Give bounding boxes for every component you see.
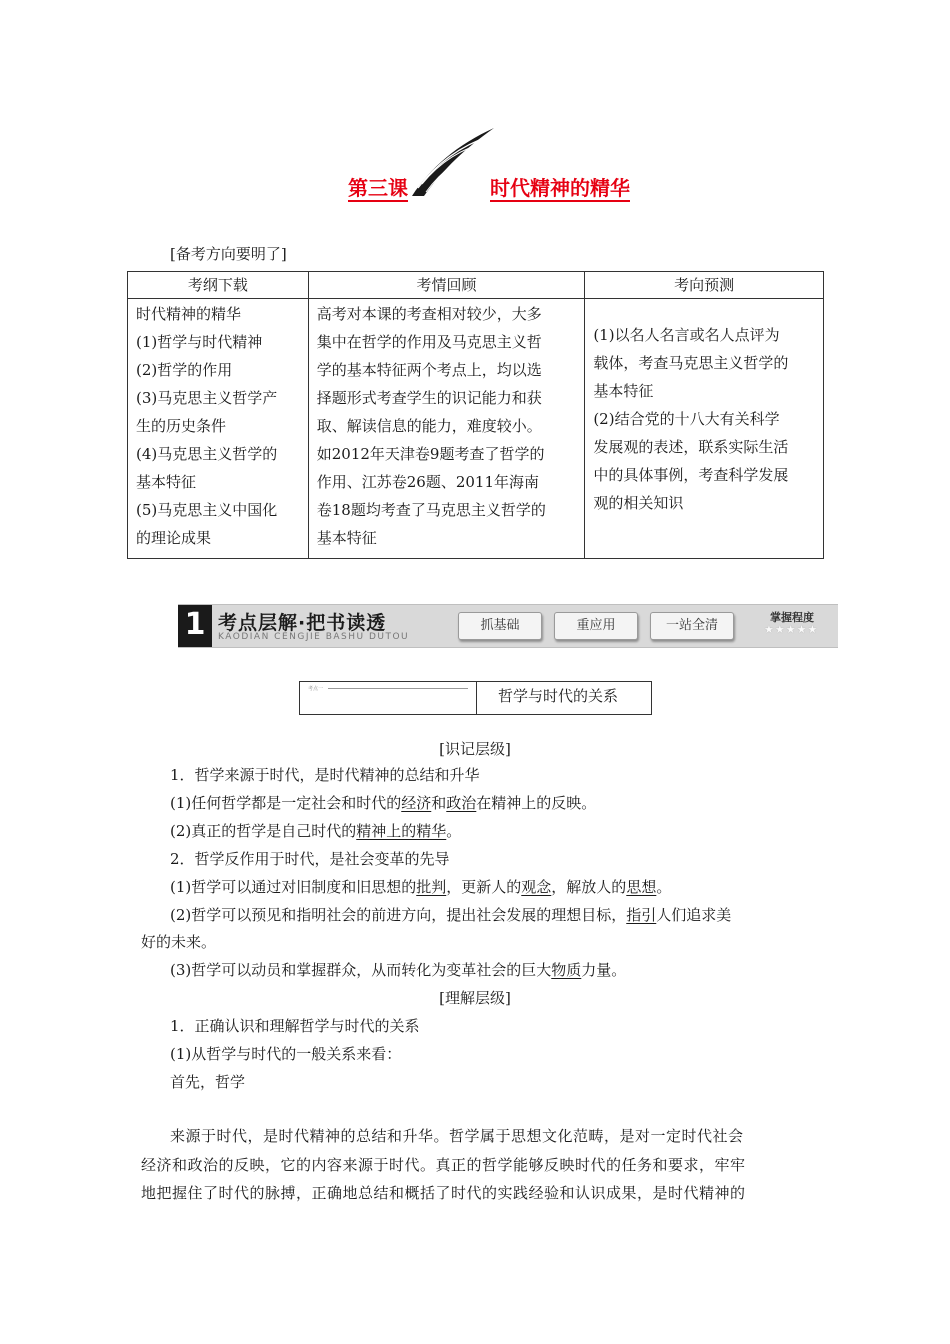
list-item: 生的历史条件 [136, 417, 227, 435]
list-item: (1)哲学与时代精神 [136, 333, 263, 351]
list-item: (4)马克思主义哲学的 [136, 445, 278, 463]
swoosh-decoration-icon [410, 126, 496, 198]
text-line: 取、解读信息的能力，难度较小。 [316, 417, 542, 435]
paragraph-line: 地把握住了时代的脉搏，正确地总结和概括了时代的实践经验和认识成果，是时代精神的 [141, 1184, 746, 1202]
table-header-row [128, 272, 824, 299]
section-banner-title: 考点层解·把书读透 [218, 612, 387, 634]
key-term: 思想 [626, 878, 657, 896]
point-heading: 1．哲学来源于时代，是时代精神的总结和升华 [170, 766, 480, 784]
key-term: 精神上的精华 [356, 822, 447, 840]
text-line: 卷18题均考查了马克思主义哲学的 [316, 501, 546, 519]
text-line: 作用、江苏卷26题、2011年海南 [316, 473, 539, 491]
table-header-syllabus: 考纲下载 [128, 272, 309, 299]
text-line: 学的基本特征两个考点上，均以选 [316, 361, 542, 379]
memory-level-heading: [识记层级] [439, 740, 511, 758]
text-line: (1)以名人名言或名人点评为 [593, 326, 780, 344]
divider [328, 688, 468, 689]
lesson-name: 时代精神的精华 [490, 176, 630, 200]
section-banner-subtitle: KAODIAN CENGJIE BASHU DUTOU [218, 632, 410, 642]
key-term: 批判 [416, 878, 447, 896]
understanding-level-heading: [理解层级] [439, 989, 511, 1007]
paragraph-line: 好的未来。 [141, 933, 217, 951]
paragraph-line: (1)从哲学与时代的一般关系来看： [170, 1045, 402, 1063]
key-term: 观念 [521, 878, 552, 896]
review-cell [308, 299, 585, 559]
one-stop-clear-button[interactable]: 一站全清 [650, 612, 734, 640]
text-line: 集中在哲学的作用及马克思主义哲 [316, 333, 542, 351]
forecast-cell [585, 299, 824, 559]
paragraph-line: (1)任何哲学都是一定社会和时代的经济和政治在精神上的反映。 [170, 794, 597, 812]
key-term: 指引 [626, 906, 657, 924]
point-heading: 1．正确认识和理解哲学与时代的关系 [170, 1017, 420, 1035]
lesson-title-area [0, 118, 950, 208]
text-line: 观的相关知识 [593, 494, 684, 512]
list-item: 的理论成果 [136, 529, 212, 547]
paragraph-line: (1)哲学可以通过对旧制度和旧思想的批判，更新人的观念，解放人的思想。 [170, 878, 672, 896]
grasp-basics-button[interactable]: 抓基础 [458, 612, 542, 640]
key-term: 物质 [551, 961, 582, 979]
list-item: (2)哲学的作用 [136, 361, 233, 379]
prep-heading: [备考方向要明了] [170, 245, 287, 263]
section-banner [178, 604, 838, 648]
emphasize-application-button[interactable]: 重应用 [554, 612, 638, 640]
text-line: 择题形式考查学生的识记能力和获 [316, 389, 542, 407]
list-item: 基本特征 [136, 473, 197, 491]
exam-overview-table [127, 271, 824, 559]
paragraph-line: (2)真正的哲学是自己时代的精神上的精华。 [170, 822, 462, 840]
text-line: 发展观的表述，联系实际生活 [593, 438, 789, 456]
table-header-forecast: 考向预测 [585, 272, 824, 299]
paragraph-line: 首先，哲学 [170, 1073, 246, 1091]
topic-tag: 考点一 [308, 686, 324, 692]
text-line: 基本特征 [593, 382, 654, 400]
text-line: 如2012年天津卷9题考查了哲学的 [316, 445, 545, 463]
paragraph-line: (3)哲学可以动员和掌握群众，从而转化为变革社会的巨大物质力量。 [170, 961, 627, 979]
mastery-level [764, 609, 830, 643]
topic-box [299, 681, 652, 715]
mastery-label: 掌握程度 [770, 611, 814, 624]
list-item: (3)马克思主义哲学产 [136, 389, 278, 407]
text-line: 中的具体事例，考查科学发展 [593, 466, 789, 484]
paragraph-line: 经济和政治的反映，它的内容来源于时代。真正的哲学能够反映时代的任务和要求，牢牢 [141, 1156, 746, 1174]
topic-title: 哲学与时代的关系 [498, 687, 619, 705]
key-term: 政治 [446, 794, 477, 812]
section-number-badge: 1 [178, 605, 212, 647]
paragraph-line: (2)哲学可以预见和指明社会的前进方向，提出社会发展的理想目标，指引人们追求美 [170, 906, 732, 924]
text-line: 载体，考查马克思主义哲学的 [593, 354, 789, 372]
topic-tag-area [300, 682, 477, 714]
key-term: 经济 [401, 794, 432, 812]
paragraph-line: 来源于时代，是时代精神的总结和升华。哲学属于思想文化范畴，是对一定时代社会 [170, 1127, 744, 1145]
text-line: 基本特征 [316, 529, 377, 547]
list-item: (5)马克思主义中国化 [136, 501, 278, 519]
syllabus-cell [128, 299, 309, 559]
text-line: 高考对本课的考查相对较少，大多 [316, 305, 542, 323]
lesson-number: 第三课 [348, 176, 408, 200]
table-row [128, 299, 824, 559]
list-item: 时代精神的精华 [136, 305, 242, 323]
table-header-review: 考情回顾 [308, 272, 585, 299]
text-line: (2)结合党的十八大有关科学 [593, 410, 780, 428]
point-heading: 2．哲学反作用于时代，是社会变革的先导 [170, 850, 450, 868]
mastery-stars-icon: ★★★★★ [764, 623, 819, 636]
